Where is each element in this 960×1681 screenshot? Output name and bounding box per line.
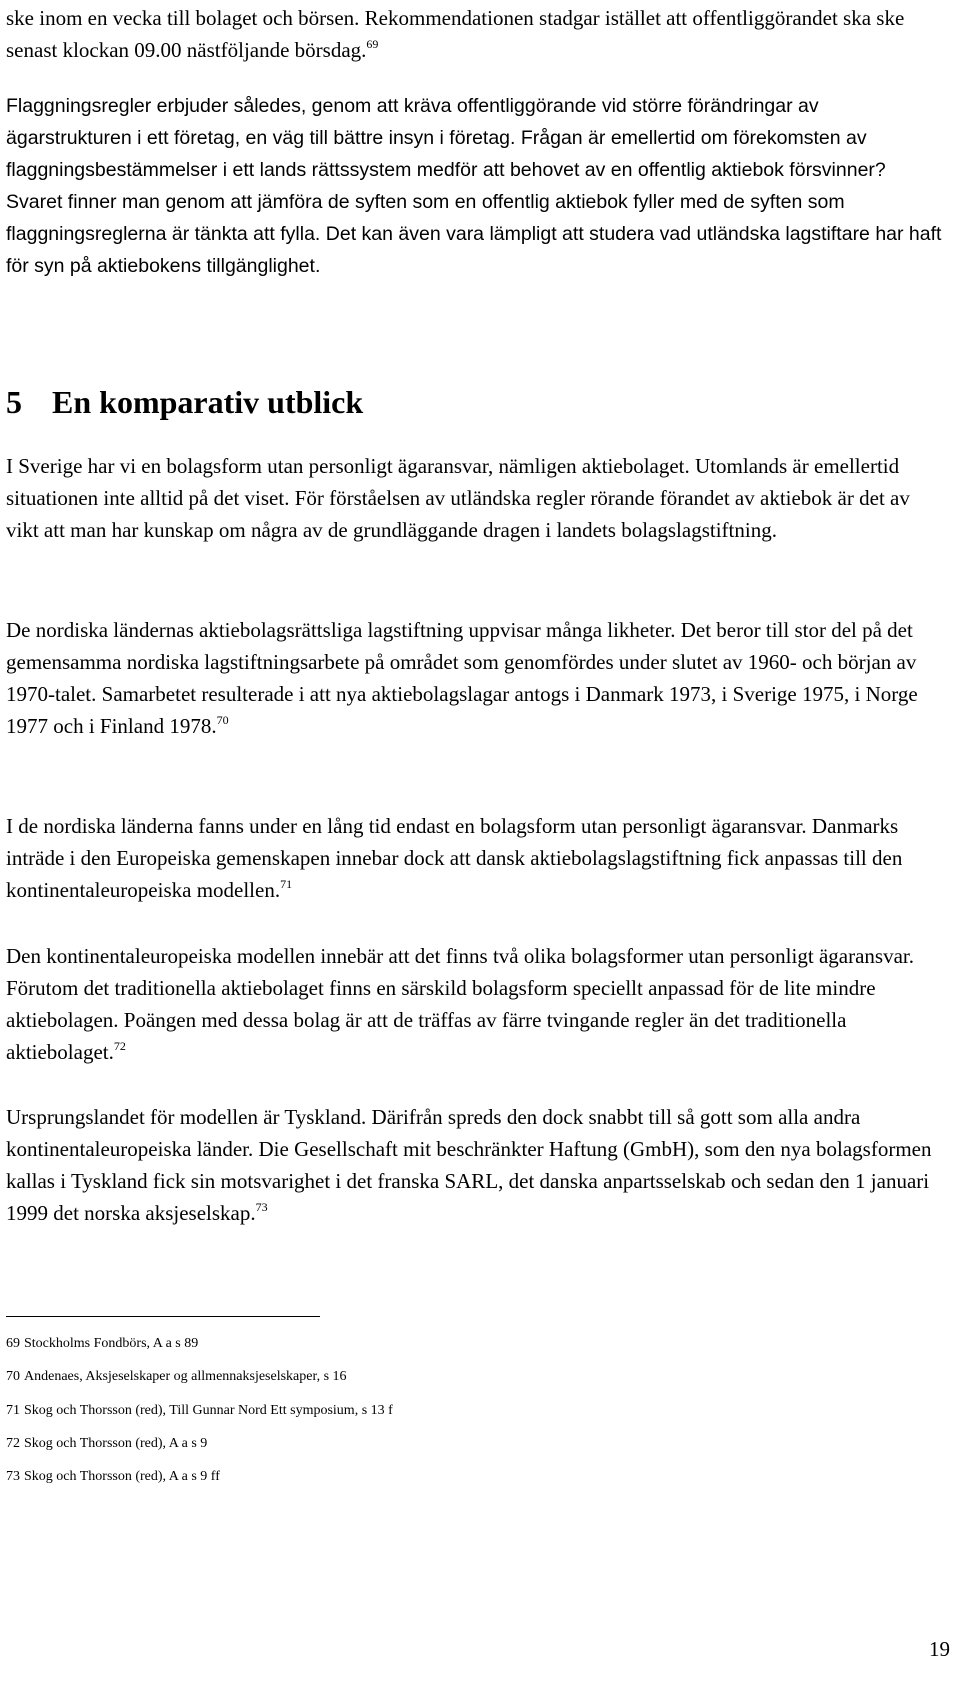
paragraph-nordiska (6, 614, 946, 742)
footnote-text: Skog och Thorsson (red), A a s 9 ff (24, 1469, 220, 1484)
footnote-73 (6, 1468, 220, 1486)
footnote-text: Skog och Thorsson (red), Till Gunnar Nord Ett symposium, s 13 f (24, 1403, 393, 1418)
paragraph-sverige: I Sverige har vi en bolagsform utan personligt ägaransvar, nämligen aktiebolaget. Utomlands är emellertid situationen inte alltid på det viset. För förståelsen av utländska regler rörande förandet av aktiebok är det av vikt att man har kunskap om några av de grundläggande dragen i landets bolagslagstiftning. (6, 454, 910, 542)
paragraph-tyskland (6, 1101, 946, 1229)
footnote-text: Andenaes, Aksjeselskaper og allmennaksjeselskaper, s 16 (24, 1369, 347, 1384)
footnote-separator (6, 1316, 320, 1317)
paragraph-kontinentaleuropeiska (6, 940, 946, 1068)
paragraph-continued (6, 2, 946, 66)
footnote-69 (6, 1335, 198, 1353)
section-title: En komparativ utblick (52, 384, 364, 420)
page-number: 19 (929, 1637, 950, 1661)
footnote-text: Skog och Thorsson (red), A a s 9 (24, 1436, 208, 1451)
paragraph-text: I de nordiska länderna fanns under en lång tid endast en bolagsform utan personligt ägaransvar. Danmarks inträde i den Europeiska gemenskapen innebar dock att dansk aktiebolagslagstiftning fick anpassas till den kontinentaleuropeiska modellen. (6, 814, 903, 902)
section-number: 5 (6, 384, 22, 420)
paragraph-text: Den kontinentaleuropeiska modellen innebär att det finns två olika bolagsformer utan personligt ägaransvar. Förutom det traditionella aktiebolaget finns en särskild bolagsform speciellt anpassad för de lite mindre aktiebolagen. Poängen med dessa bolag är att de träffas av färre tvingande regler än det traditionella aktiebolaget. (6, 944, 914, 1064)
section-heading (6, 382, 946, 422)
footnote-number: 72 (6, 1436, 20, 1451)
footnote-ref-73[interactable]: 73 (255, 1200, 268, 1214)
paragraph-text: De nordiska ländernas aktiebolagsrättsliga lagstiftning uppvisar många likheter. Det beror till stor del på det gemensamma nordiska lagstiftningsarbete på området som genomfördes under slutet av 1960- och början av 1970-talet. Samarbetet resulterade i att nya aktiebolagslagar antogs i Danmark 1973, i Sverige 1975, i Norge 1977 och i Finland 1978. (6, 618, 918, 738)
footnote-ref-70[interactable]: 70 (216, 713, 229, 727)
footnote-72 (6, 1435, 207, 1453)
footnote-number: 73 (6, 1469, 20, 1484)
footnote-number: 69 (6, 1336, 20, 1351)
footnote-number: 71 (6, 1403, 20, 1418)
footnote-ref-72[interactable]: 72 (113, 1039, 126, 1053)
footnote-ref-69[interactable]: 69 (366, 37, 379, 51)
paragraph-flaggningsregler: Flaggningsregler erbjuder således, genom att kräva offentliggörande vid större förändringar av ägarstrukturen i ett företag, en väg till bättre insyn i företag. Frågan är emellertid om förekomsten av flaggningsbestämmelser i ett lands rättssystem medför att behovet av en offentlig aktiebok försvinner? Svaret finner man genom att jämföra de syften som en offentlig aktiebok fyller med de syften som flaggningsreglerna är tänkta att fylla. Det kan även vara lämpligt att studera vad utländska lagstiftare har haft för syn på aktiebokens tillgänglighet. (6, 95, 942, 277)
paragraph-text: Ursprungslandet för modellen är Tyskland. Därifrån spreds den dock snabbt till så gott som alla andra kontinentaleuropeiska länder. Die Gesellschaft mit beschränkter Haftung (GmbH), som den nya bolagsformen kallas i Tyskland fick sin motsvarighet i det franska SARL, det danska anpartsselskab och sedan den 1 januari 1999 det norska aksjeselskap. (6, 1105, 932, 1225)
footnote-71 (6, 1402, 393, 1420)
footnote-70 (6, 1368, 347, 1386)
footnote-text: Stockholms Fondbörs, A a s 89 (24, 1336, 199, 1351)
footnote-ref-71[interactable]: 71 (280, 877, 293, 891)
paragraph-nordiska-bolagsform (6, 810, 946, 906)
footnote-number: 70 (6, 1369, 20, 1384)
paragraph-text: ske inom en vecka till bolaget och börsen. Rekommendationen stadgar istället att offentliggörandet ska ske senast klockan 09.00 nästföljande börsdag. (6, 6, 905, 62)
